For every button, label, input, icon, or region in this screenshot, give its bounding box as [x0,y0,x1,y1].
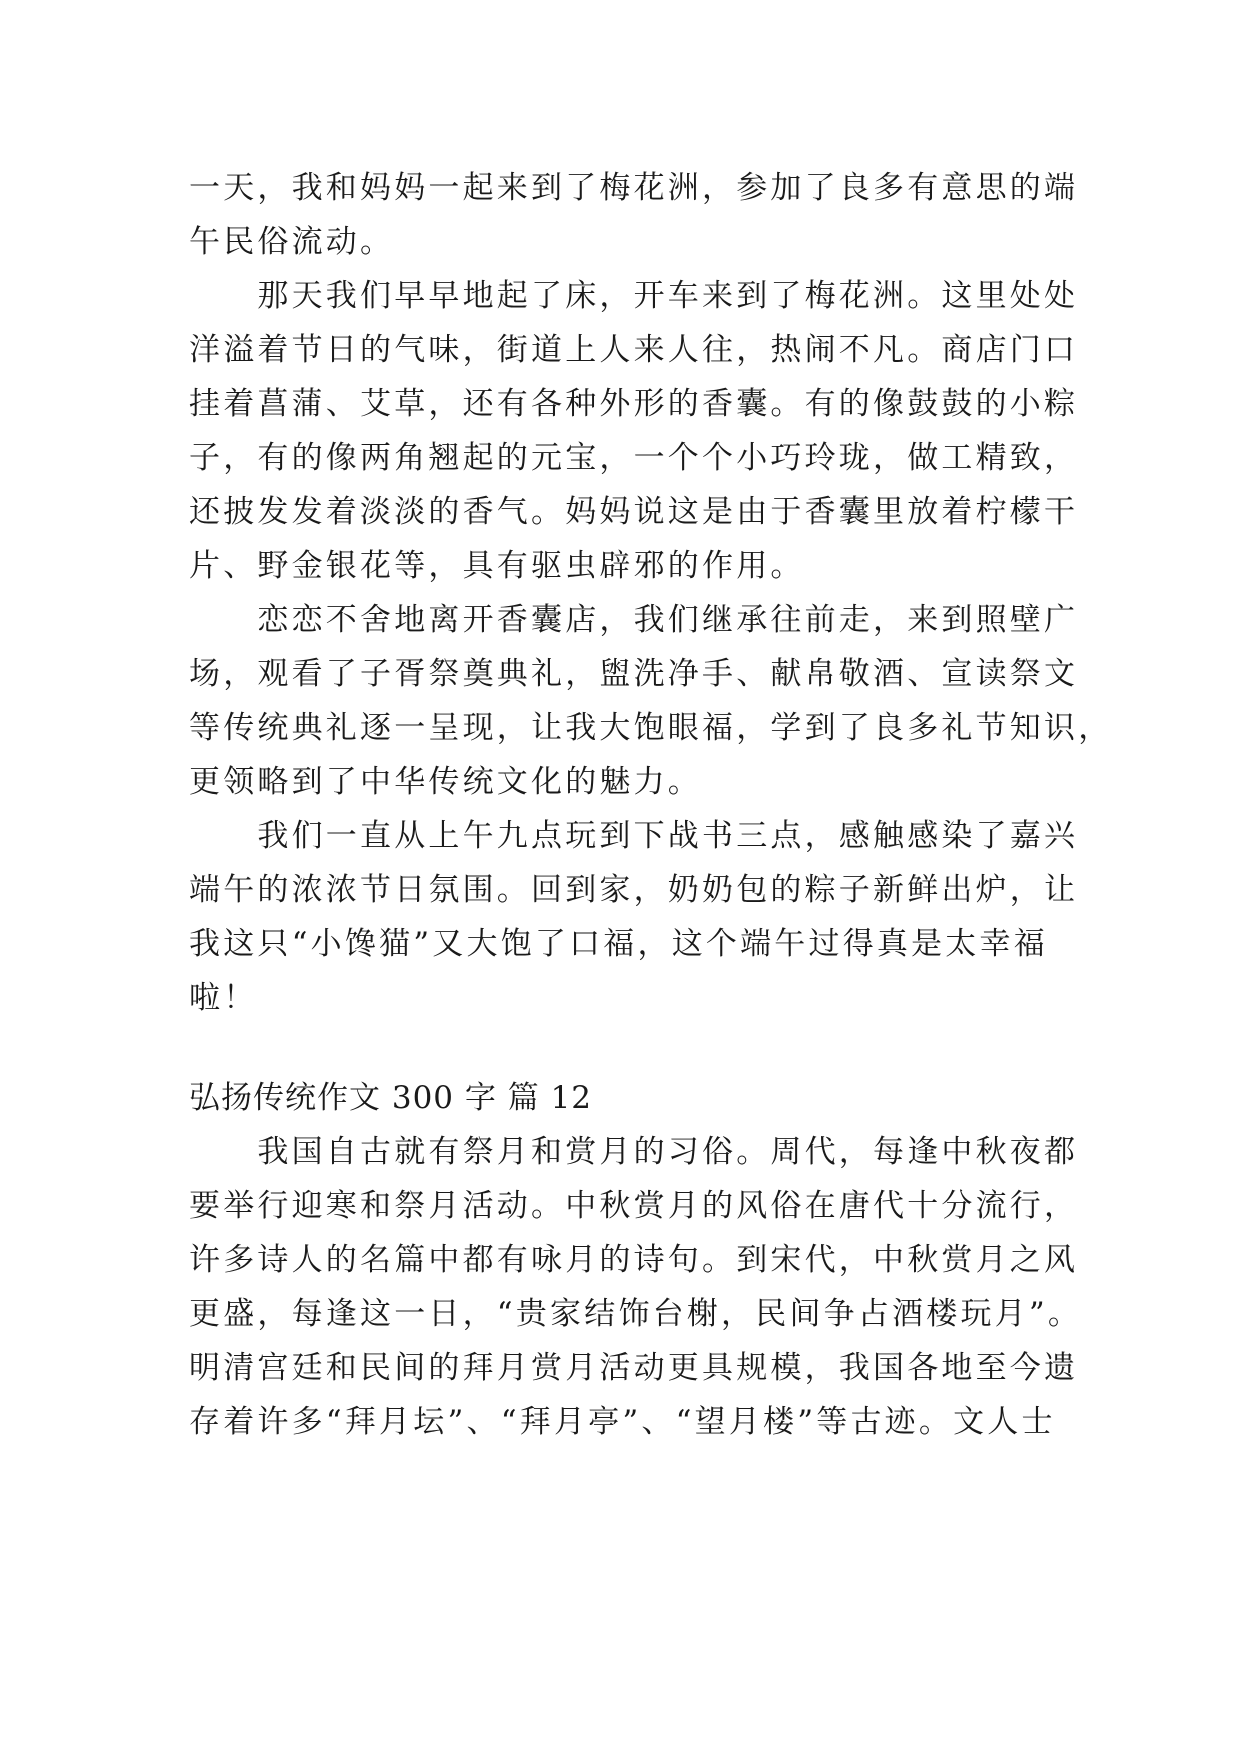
text-line: 明清宫廷和民间的拜月赏月活动更具规模，我国各地至今遗 [189,1350,1079,1386]
text-line: 午民俗流动。 [189,224,395,260]
text-line: 啦！ [189,980,258,1016]
text-line: 存着许多“拜月坛”、“拜月亭”、“望月楼”等古迹。文人士 [189,1404,1056,1440]
text-line: 场，观看了子胥祭奠典礼，盥洗净手、献帛敬酒、宣读祭文 [189,656,1079,692]
text-line: 子，有的像两角翘起的元宝，一个个小巧玲珑，做工精致， [189,440,1079,476]
text-line: 我们一直从上午九点玩到下战书三点，感触感染了嘉兴 [189,818,1079,854]
text-line: 那天我们早早地起了床，开车来到了梅花洲。这里处处 [189,278,1079,314]
text-line: 更盛，每逢这一日，“贵家结饰台榭，民间争占酒楼玩月”。 [189,1296,1083,1332]
text-line: 许多诗人的名篇中都有咏月的诗句。到宋代，中秋赏月之风 [189,1242,1079,1278]
text-line: 更领略到了中华传统文化的魅力。 [189,764,702,800]
text-line: 挂着菖蒲、艾草，还有各种外形的香囊。有的像鼓鼓的小粽 [189,386,1079,422]
text-line: 端午的浓浓节日氛围。回到家，奶奶包的粽子新鲜出炉，让 [189,872,1079,908]
text-line: 洋溢着节日的气味，街道上人来人往，热闹不凡。商店门口 [189,332,1079,368]
section-heading: 弘扬传统作文 300 字 篇 12 [189,1080,593,1116]
text-line: 等传统典礼逐一呈现，让我大饱眼福，学到了良多礼节知识， [189,710,1113,746]
text-line: 片、野金银花等，具有驱虫辟邪的作用。 [189,548,805,584]
text-line: 一天，我和妈妈一起来到了梅花洲，参加了良多有意思的端 [189,170,1079,206]
text-line: 恋恋不舍地离开香囊店，我们继承往前走，来到照壁广 [189,602,1079,638]
text-line: 还披发发着淡淡的香气。妈妈说这是由于香囊里放着柠檬干 [189,494,1079,530]
text-line: 我国自古就有祭月和赏月的习俗。周代，每逢中秋夜都 [189,1134,1079,1170]
text-line: 我这只“小馋猫”又大饱了口福，这个端午过得真是太幸福 [189,926,1048,962]
text-line: 要举行迎寒和祭月活动。中秋赏月的风俗在唐代十分流行， [189,1188,1079,1224]
